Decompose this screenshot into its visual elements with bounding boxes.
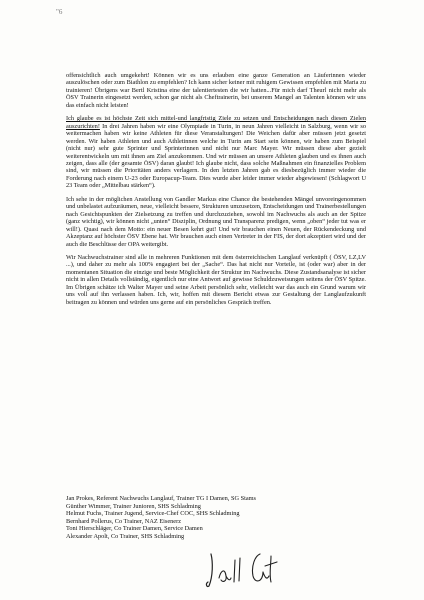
signatory: Alexander Apolt, Co Trainer, SHS Schladming [66, 532, 185, 540]
signatory: Jan Prokes, Referent Nachwuchs Langlauf, Trainer TG I Damen, SG Stams [66, 495, 256, 502]
letter-body [66, 72, 366, 312]
paragraph-4 [66, 254, 366, 306]
paragraph-2 [66, 115, 366, 190]
page-number: "6 [56, 8, 63, 16]
signatory: Bernhard Pollerus, Co Trainer, NAZ Eisenerz [66, 517, 181, 525]
paragraph-1-text: offensichtlich auch umgekehrt! Können wir es uns erlauben eine ganze Generation an Läuferinnen wieder auszulöschen oder zum Biathlon zu empfehlen? Ich kann sicher keiner mit ruhigem Gewissen empfehlen mit Maria zu trainieren! Übrigens war Bertl Kristina eine der talentiertesten die wir hatten...Für mich darf Theurl nicht mehr als ÖSV Trainerin eingesetzt werden, schon gar nicht als Cheftrainerin, bei unserem Mangel an Talenten können wir uns das einfach nicht leisten! [66, 72, 366, 109]
signatory-list [66, 495, 286, 541]
paragraph-3 [66, 196, 366, 248]
signatory: Günther Wimmer, Trainer Junioren, SHS Schladming [66, 502, 201, 510]
paragraph-4-text: Wir Nachwuchstrainer sind alle in mehreren Funktionen mit dem österreichischen Langlauf verknüpft ( ÖSV, LZ,LV ...), und daher zu mehr als 100% engagiert bei der „Sache“. Das hat nicht nur Vorteile, ist (oder war) aber in der momentanen Situation die einzige und beste Möglichkeit der Struktur im Nachwuchs. Diese Zustandsanalyse ist sicher nicht in allen Details vollständig, eigentlich nur eine Antwort auf gewisse Schuldzuweisungen seitens der ÖSV Spitze. Im Übrigen schätze ich Walter Mayer und seine Arbeit persönlich sehr, vielleicht war das auch ein Grund warum wir uns voll auf ihn verlassen haben. Ich, wir, hoffen mit diesem Bericht etwas zur Gestaltung der Langlaufzukunft beitragen zu können und würden uns gerne auf ein persönliches Gespräch treffen. [66, 253, 366, 306]
handwritten-signature [205, 548, 295, 592]
paragraph-3-text: Ich sehe in der möglichen Anstellung von Gandler Markus eine Chance die bestehenden Mängel unvoreingenommen und unbelastet aufzuräumen, neue, vielleicht bessere, Strukturen umzusetzen, Entscheidungen und Trainerbestellungen nach Gesichtspunkten der Zielsetzung zu treffen und durchzuziehen, sowohl im Nachwuchs als auch an der Spitze (ganz wichtig), wir können nicht „unten“ Disziplin, Ordnung und Transparenz predigen, wenn „oben“ jeder tut was er will!). Quasi nach dem Motto: ein neuer Besen kehrt gut! Und wir brauchen einen Neuen, der Rückendeckung und Akzeptanz auf höchster ÖSV Ebene hat. Wir brauchen auch einen Vertreter in der FIS, der dort akzeptiert wird und der auch die Beschlüsse der OPA weitergibt. [66, 195, 366, 248]
signatory: Helmut Fuchs, Trainer Jugend, Service-Chef COC, SHS Schladming [66, 510, 240, 518]
paragraph-1 [66, 72, 366, 109]
paragraph-2-text: In drei Jahren haben wir eine Olympiade in Turin, in neun Jahren vielleicht in Salzburg, wenn wir so weitermachen haben wir keine Athleten für diese Veranstaltungen! Die Weichen dafür aber müssen jetzt gesetzt werden. Wir haben Athleten und auch Athletinnen welche in Turin am Start sein können, wir haben zum Beispiel (nicht nur) sehr gute Sprinter und Sprinterinnen und nicht nur Marc Mayer. Wir müssen diese aber gezielt weiterentwickeln um mit ihnen am Ziel anzukommen. Und wir müssen an unsere Athleten glauben und es ihnen auch zeigen, dass alle (der gesamte ÖSV) daran glaubt! Ich glaube nicht, dass solche Maßnahmen ein finanzielles Problem sind, wir müssen die Prioritäten anders verlagern. In den letzten Jahren gab es diesbezüglich immer wieder die Forderung nach einem U-23 oder Europacup-Team. Dies wurde aber leider immer wieder abgewiesen! (Schlagwort U 23 Team oder „Mittelbau stärken“). [66, 122, 366, 190]
paragraph-2-underlined-lead: Ich glaube es ist höchste Zeit sich mittel-und langfristig Ziele zu setzen und Entscheidungen nach diesen Zielen auszurichten! [66, 115, 366, 130]
signatory: Toni Hierschläger, Co Trainer Damen, Service Damen [66, 525, 203, 533]
